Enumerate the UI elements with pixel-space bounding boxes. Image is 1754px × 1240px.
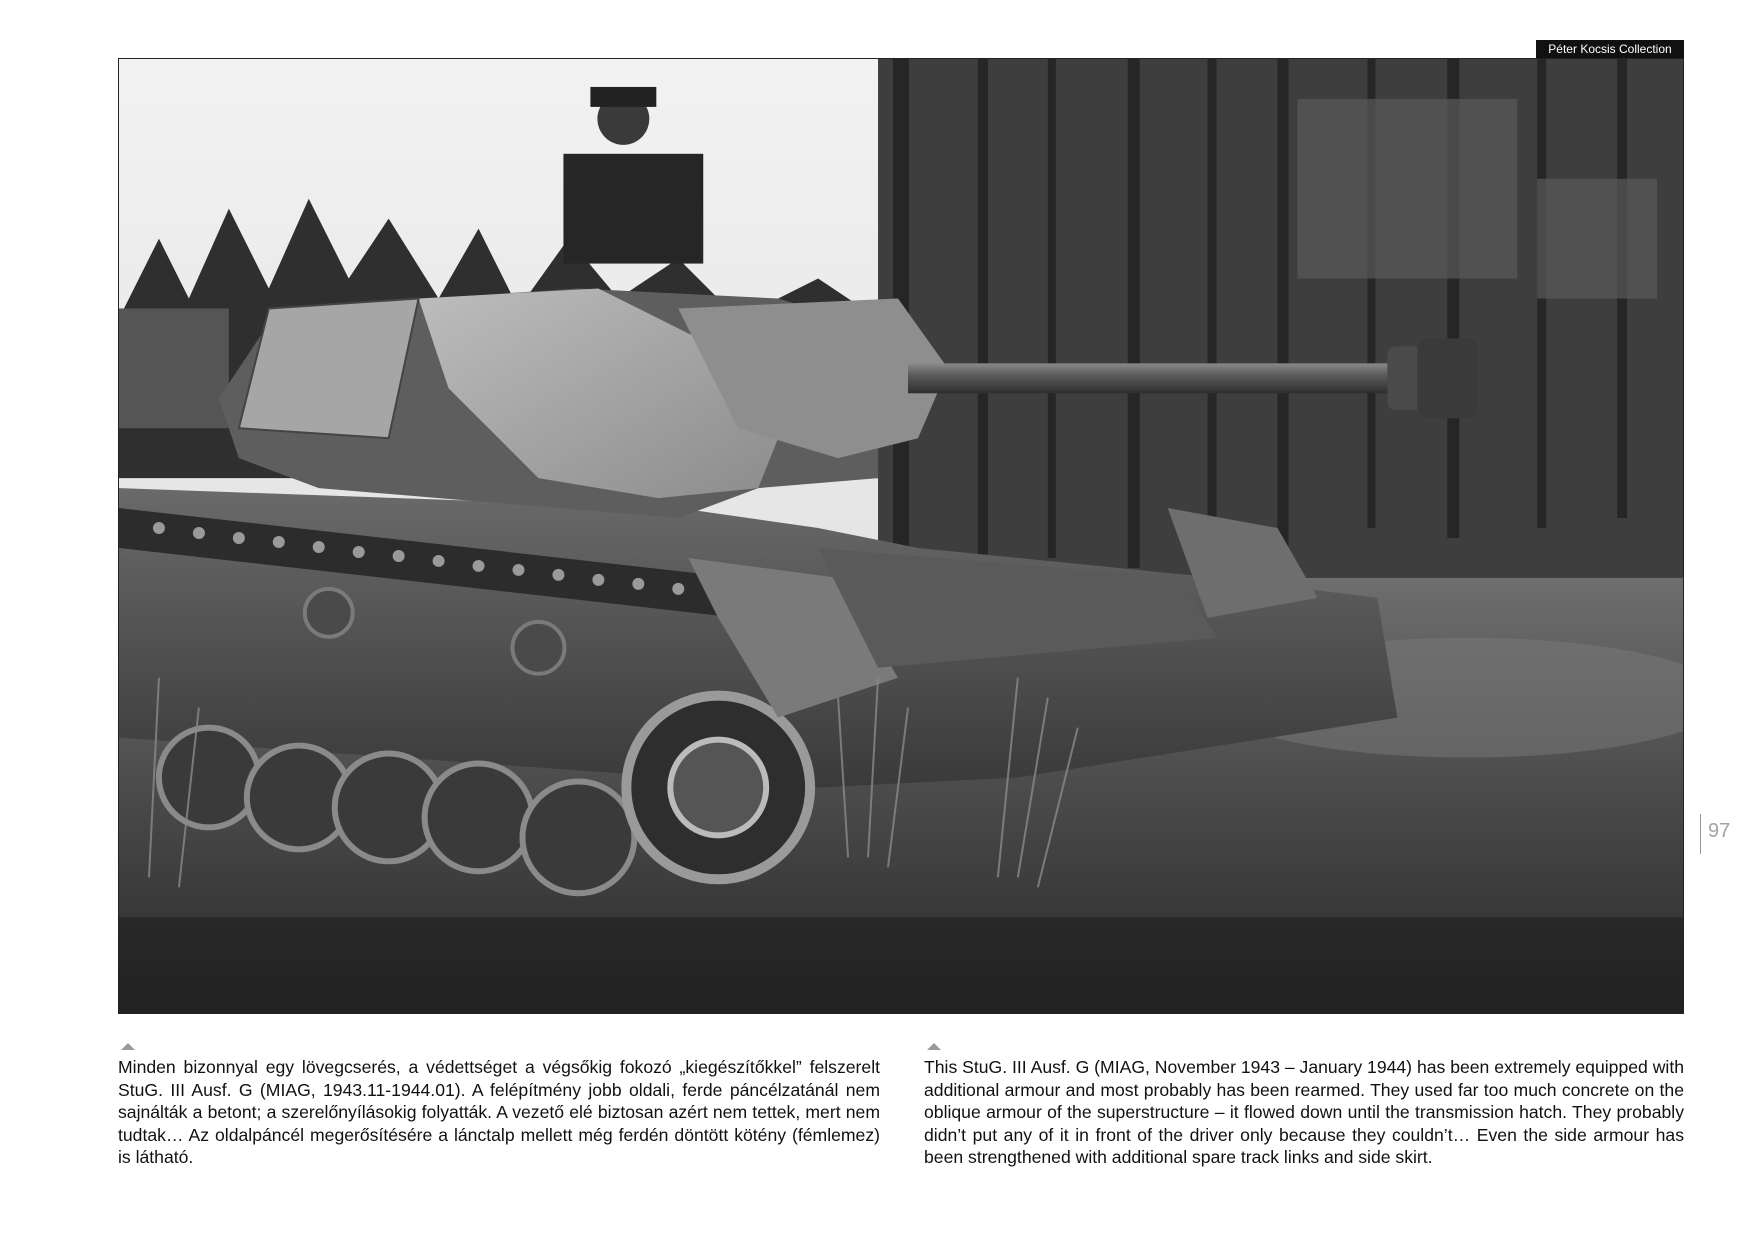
page-number-divider	[1700, 814, 1701, 854]
caption-english: This StuG. III Ausf. G (MIAG, November 1943 – January 1944) has been extremely equipped with additional armour and most probably has been rearmed. They used far too much concrete on the oblique armour of the superstructure – it flowed down until the transmission hatch. They probably didn’t put any of it in front of the driver only because they couldn’t… Even the side armour has been strengthened with additional spare track links and side skirt.	[924, 1057, 1684, 1168]
photo-credit: Péter Kocsis Collection	[1536, 40, 1684, 58]
stug-tank-image	[119, 59, 1683, 1013]
page-number: 97	[1708, 820, 1731, 842]
caption-hungarian: Minden bizonnyal egy lövegcserés, a védettséget a végsőkig fokozó „kiegészítőkkel” felszerelt StuG. III Ausf. G (MIAG, 1943.11-1944.01). A felépítmény jobb oldali, ferde páncélzatánál nem sajnálták a betont; a szerelőnyílásokig folyatták. A vezető elé biztosan azért nem tettek, mert nem tudtak… Az oldalpáncél megerősítésére a lánctalp mellett még ferdén döntött kötény (fémlemez) is látható.	[118, 1057, 880, 1168]
caption-pointer-icon	[927, 1043, 941, 1050]
caption-pointer-icon	[121, 1043, 135, 1050]
tank-photograph	[118, 58, 1684, 1014]
